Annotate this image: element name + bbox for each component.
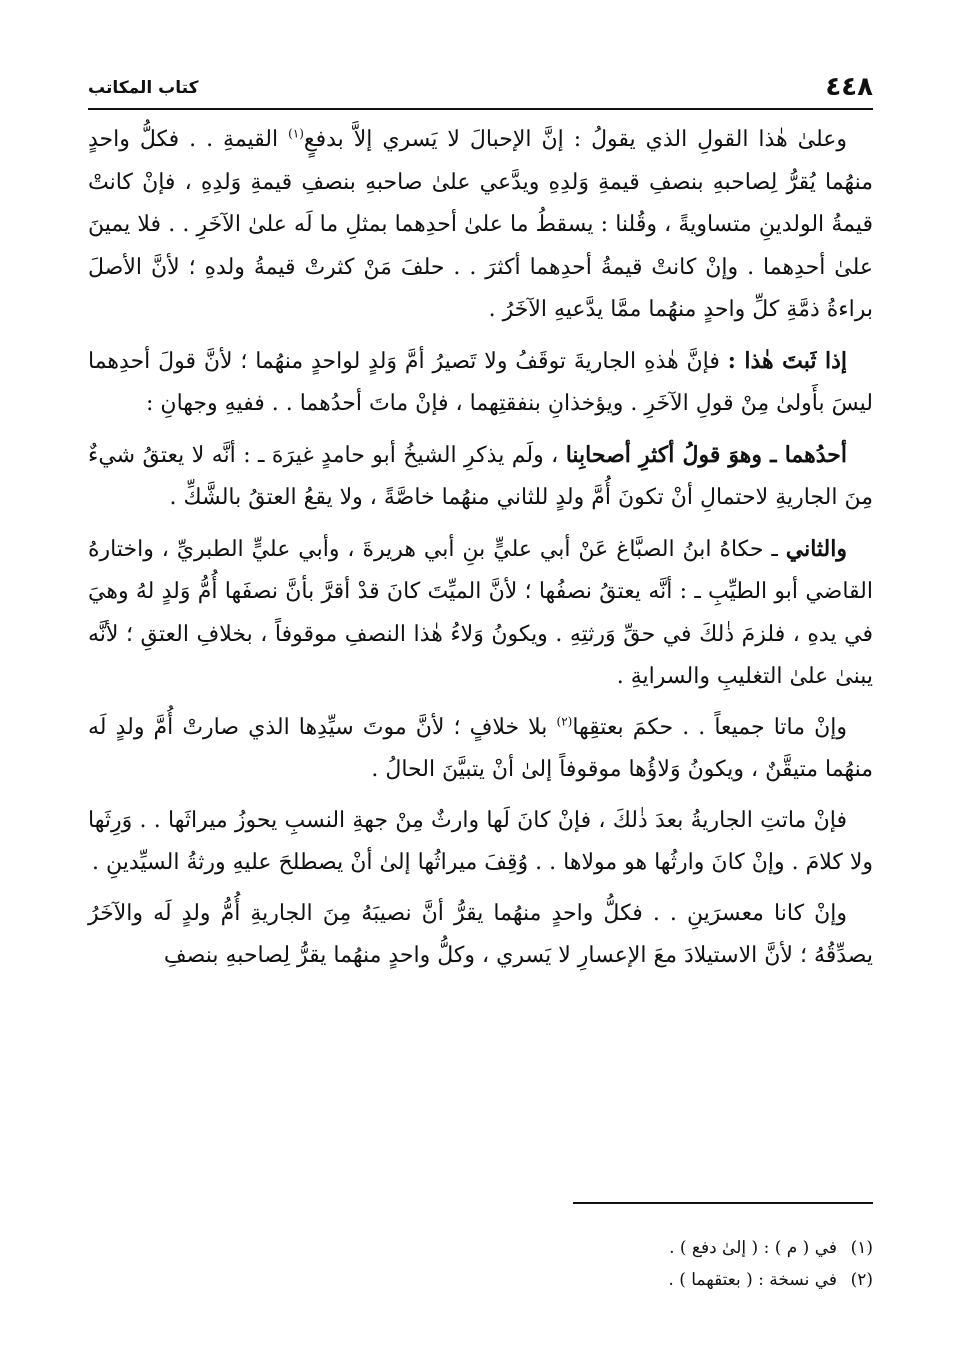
paragraph-text-cont: القيمةِ . . فكلُّ واحدٍ منهُما يُقرُّ لِصاحبهِ بنصفِ قيمةِ وَلدِهِ ويدَّعي علىٰ صاحبهِ بنصفِ قيمةِ وَلدِهِ ، فإنْ كانتْ قيمةُ الولدينِ متساويةً ، وقُلنا : يسقطُ ما علىٰ أحدِهما بمثلِ ما لَه علىٰ الآخَرِ . . فلا يمينَ علىٰ أحدِهما . وإنْ كانتْ قيمةُ أحدِهما أكثرَ . . حلفَ مَنْ كثرتْ قيمةُ ولدهِ ؛ لأنَّ الأصلَ براءةُ ذمَّةِ كلِّ واحدٍ منهُما ممَّا يدَّعيهِ الآخَرُ .	[88, 127, 873, 322]
header-rule	[88, 108, 873, 110]
footnote-rule	[573, 1202, 873, 1204]
footnote-1	[88, 1232, 873, 1264]
paragraph-text: فإنْ ماتتِ الجاريةُ بعدَ ذٰلكَ ، فإنْ كانَ لَها وارثٌ مِنْ جهةِ النسبِ يحوزُ ميراثَها . . وَرِثَها ولا كلامَ . وإنْ كانَ وارثُها هو مولاها . . وُقِفَ ميراثُها إلىٰ أنْ يصطلحَ عليهِ ورثةُ السيِّدينِ .	[88, 807, 873, 875]
paragraph-text: وإنْ ماتا جميعاً . . حكمَ بعتقِها	[572, 714, 847, 740]
paragraph-2	[88, 340, 873, 426]
paragraph-text: وإنْ كانا معسرَينِ . . فكلُّ واحدٍ منهُما يقرُّ أنَّ نصيبَهُ مِنَ الجاريةِ أُمُّ ولدٍ لَه والآخَرُ يصدِّقُهُ ؛ لأنَّ الاستيلادَ معَ الإعسارِ لا يَسري ، وكلُّ واحدٍ منهُما يقرُّ لِصاحبهِ بنصفِ	[88, 900, 873, 968]
paragraph-4	[88, 528, 873, 699]
footnote-marker: (٢)	[556, 714, 573, 729]
footnote-number: (١)	[850, 1238, 873, 1258]
footnotes	[88, 1232, 873, 1296]
footnote-2	[88, 1264, 873, 1296]
footnote-marker: (١)	[288, 126, 304, 141]
footnote-text: في ( م ) : ( إلىٰ دفع ) .	[669, 1238, 837, 1258]
paragraph-1	[88, 118, 873, 332]
paragraph-text: وعلىٰ هٰذا القولِ الذي يقولُ : إنَّ الإحبالَ لا يَسري إلاَّ بدفعٍ	[303, 127, 847, 152]
paragraph-6	[88, 800, 873, 885]
paragraph-5	[88, 707, 873, 792]
paragraph-3	[88, 434, 873, 520]
paragraph-text: ، ولَم يذكرِ الشيخُ أبو حامدٍ غيرَهَ ـ : أنَّه لا يعتقُ شيءٌ مِنَ الجاريةِ لاحتمالِ أنْ تكونَ أُمَّ ولدٍ للثاني منهُما خاصَّةً ، ولا يقعُ العتقُ بالشَّكِّ .	[88, 442, 873, 510]
body-text	[88, 118, 873, 986]
footnote-text: في نسخة : ( بعتقهما ) .	[668, 1270, 837, 1290]
running-title: كتاب المكاتب	[88, 78, 199, 98]
paragraph-lead: إذا ثَبتَ هٰذا :	[727, 347, 847, 374]
paragraph-lead: أحدُهما ـ وهوَ قولُ أكثرِ أصحابِنا	[565, 441, 847, 468]
paragraph-text: ـ حكاهُ ابنُ الصبَّاغ عَنْ أبي عليٍّ بنِ أبي هريرةَ ، وأبي عليٍّ الطبريِّ ، واختارهُ القاضي أبو الطيِّبِ ـ : أنَّه يعتقُ نصفُها ؛ لأنَّ الميِّتَ كانَ قدْ أقرَّ بأنَّ نصفَها أُمُّ وَلدٍ لهُ وهيَ في يدهِ ، فلزمَ ذٰلكَ في حقِّ وَرثتِهِ . ويكونُ وَلاءُ هٰذا النصفِ موقوفاً ، بخلافِ العتقِ ؛ لأنَّه يبنىٰ علىٰ التغليبِ والسرايةِ .	[88, 536, 873, 689]
page-header	[88, 72, 873, 104]
paragraph-text: فإنَّ هٰذهِ الجاريةَ توقَفُ ولا تَصيرُ أمَّ وَلدٍ لواحدٍ منهُما ؛ لأنَّ قولَ أحدِهما ليسَ بأَولىٰ مِنْ قولِ الآخَرِ . ويؤخذانِ بنفقتِهما ، فإنْ ماتَ أحدُهما . . ففيهِ وجهانِ :	[88, 348, 873, 416]
paragraph-text-cont: بلا خلافٍ ؛ لأنَّ موتَ سيِّدِها الذي صارتْ أُمَّ ولدٍ لَه منهُما متيقَّنٌ ، ويكونُ وَلاؤُها موقوفاً إلىٰ أنْ يتبيَّنَ الحالُ .	[88, 714, 873, 782]
page-number: ٤٤٨	[825, 72, 873, 102]
paragraph-7	[88, 893, 873, 978]
paragraph-lead: والثاني	[785, 535, 847, 562]
footnote-number: (٢)	[850, 1270, 873, 1290]
